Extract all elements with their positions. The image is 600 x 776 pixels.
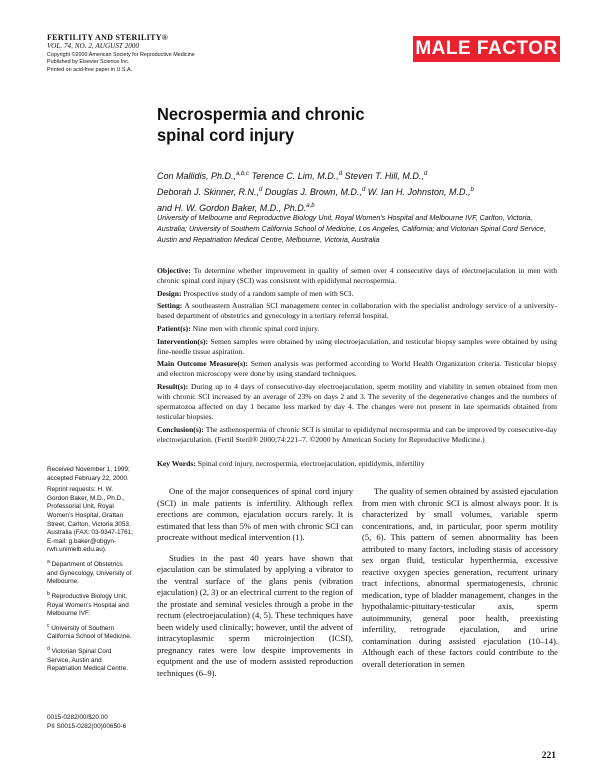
article-title: Necrospermia and chronic spinal cord injury (157, 104, 365, 145)
abstract-text: Prospective study of a random sample of men with SCI. (183, 288, 354, 298)
publisher-line: Published by Elsevier Science Inc. (47, 59, 130, 66)
footnote (47, 558, 133, 587)
abstract-text: To determine whether improvement in quality of semen over 4 consecutive days of electroejaculation in men with chronic spinal cord injury (SCI) was consistent with epididymal necrospermia. (157, 266, 557, 286)
footnote-text: Department of Obstetrics and Gynecology, University of Melbourne. (47, 561, 132, 586)
abstract-text: During up to 4 days of consecutive-day electroejaculation, sperm motility and viability in semen obtained from men with chronic SCI increased by an average of 23% on days 2 and 3. The severity of the degenerative changes and the numbers of spermatozoa affected on day 1 became less marked by day 4. The changes were not present in late spermatids obtained from testicular biopsies. (157, 381, 557, 422)
footnote (47, 590, 133, 619)
author-affil-mark: a,b,c (236, 171, 250, 177)
body-paragraph: One of the major consequences of spinal cord injury (SCI) in male patients is infertility. Although reflex erections are common, ejaculation occurs rarely. It is estimated that less than 5% of men with chronic SCI can procreate without medical intervention (1). (157, 486, 353, 542)
footnote (47, 622, 133, 642)
body-column-right (362, 486, 558, 679)
author: Steven T. Hill, M.D., (344, 171, 424, 181)
author-affil-mark: d (259, 187, 263, 193)
abstract-label: Objective: (157, 266, 191, 275)
abstract-label: Main Outcome Measure(s): (157, 359, 248, 369)
abstract-setting (157, 301, 557, 321)
page-number: 221 (541, 751, 556, 761)
author-affil-mark: a,b (306, 203, 315, 209)
journal-name: FERTILITY AND STERILITY® (47, 33, 169, 42)
footnote-text: University of Southern California School of Medicine. (47, 624, 132, 641)
body-paragraph: Studies in the past 40 years have shown that ejaculation can be stimulated by applying a vibrator to the ventral surface of the glans penis (vibration ejaculation) (2, 3) or an electrical current to the region of the prostate and seminal vesicles through a probe in the rectum (electroejaculation) (4, 5). These techniques have been widely used clinically; however, until the advent of intracytoplasmic sperm microinjection (ICSI), pregnancy rates were low despite improvements in equipment and the use of modern assisted reproduction techniques (6–9). (157, 552, 353, 678)
abstract-results (157, 382, 557, 422)
abstract-label: Setting: (157, 301, 183, 311)
abstract-text: Semen analysis was performed according to World Health Organization criteria. Testicular biopsy and electron microscopy were done by using standard techniques. (157, 359, 557, 379)
abstract-label: Design: (157, 288, 182, 298)
journal-meta (47, 52, 195, 74)
abstract-label: Intervention(s): (157, 336, 209, 346)
abstract-label: Patient(s): (157, 323, 191, 333)
footnote-mark: c (47, 622, 50, 629)
received-dates: Received November 1, 1999; accepted February 22, 2000. (47, 466, 130, 482)
footnote-text: Victorian Spinal Cord Service, Austin and Repatriation Medical Centre. (47, 648, 128, 673)
pii: PII S0015-0282(00)00650-6 (47, 722, 127, 730)
affiliations: University of Melbourne and Reproductive Biology Unit, Royal Women’s Hospital and Melbourne IVF, Carlton, Victoria, Australia; University of Southern California School of Medicine, Los Angeles, California; and Victorian Spinal Cord Service, Austin and Repatriation Medical Centre, Melbourne, Victoria, Australia (157, 213, 546, 244)
author: and H. W. Gordon Baker, M.D., Ph.D. (157, 203, 307, 213)
journal-volume: VOL. 74, NO. 2, AUGUST 2000 (47, 42, 139, 50)
paper-line: Printed on acid-free paper in U.S.A. (47, 66, 133, 73)
abstract-patients (157, 324, 557, 334)
abstract-text: The asthenospermia of chronic SCI is similar to epididymal necrospermia and can be improved by consecutive-day electroejaculation. (Fertil Steril® 2000;74:221–7. ©2000 by American Society for Reproductive Medicine.) (157, 424, 558, 444)
sidebar-notes (47, 466, 133, 677)
author-affil-mark: d (361, 187, 366, 193)
abstract-interventions (157, 337, 557, 357)
author: W. Ian H. Johnston, M.D., (367, 187, 471, 197)
abstract-text: Nine men with chronic spinal cord injury. (192, 323, 320, 333)
reprint-requests: Reprint requests: H. W. Gordon Baker, M.D., Ph.D., Professorial Unit, Royal Women’s Hospital, Grattan Street, Carlton, Victoria 3053, Australia (FAX: 03-9347-1761; E-mail: g.baker@obgyn-rwh.unimelb.edu.au). (47, 486, 133, 554)
author-affil-mark: b (470, 187, 474, 193)
footnote-mark: b (47, 590, 50, 597)
keywords (157, 459, 557, 468)
copyright-line: Copyright ©2000 American Society for Reproductive Medicine (47, 52, 195, 58)
abstract-design (157, 289, 557, 299)
author-affil-mark: d (423, 171, 428, 177)
author: Deborah J. Skinner, R.N., (157, 187, 260, 197)
author-list (157, 167, 557, 215)
keywords-text: Spinal cord injury, necrospermia, electroejaculation, epididymis, infertility (197, 459, 425, 468)
footnote (47, 645, 133, 674)
author: Terence C. Lim, M.D., (251, 171, 339, 181)
abstract-text: Semen samples were obtained by using electroejaculation, and testicular biopsy samples were obtained by using fine-needle tissue aspiration. (157, 336, 557, 356)
issn: 0015-0282/00/$20.00 (47, 714, 108, 721)
body-column-left (157, 486, 353, 688)
abstract-conclusions (157, 425, 557, 445)
abstract-text: A southeastern Australian SCI management center in collaboration with the specialist andrology service of a university-based department of obstetrics and gynecology in a tertiary referral hospital. (157, 301, 558, 321)
abstract (157, 266, 557, 448)
author: Con Mallidis, Ph.D., (157, 171, 237, 181)
footnote-mark: a (47, 558, 50, 565)
body-paragraph: The quality of semen obtained by assisted ejaculation from men with chronic SCI is almost always poor. It is characterized by small volumes, variable sperm concentrations, and, in particular, poor sperm motility (5, 6). This pattern of semen abnormality has been attributed to many factors, including stasis of accessory sex organ fluid, testicular hyperthermia, excessive reactive oxygen species generation, recurrent urinary tract infections, abnormal spermatogenesis, chronic medication, type of bladder management, changes in the hypothalamic-pituitary-testicular axis, sperm autoimmunity, general poor health, preexisting infertility, retrograde ejaculation, and urine contamination during assisted ejaculation (10–14). Although each of these factors could contribute to the overall deterioration in semen (362, 486, 558, 669)
keywords-label: Key Words: (157, 459, 196, 468)
abstract-outcome (157, 359, 557, 379)
section-badge: MALE FACTOR (413, 36, 560, 62)
author: Douglas J. Brown, M.D., (264, 187, 362, 197)
abstract-label: Conclusion(s): (157, 424, 204, 434)
issn-block (47, 714, 126, 731)
footnote-mark: d (47, 646, 50, 653)
footnote-text: Reproductive Biology Unit, Royal Women’s Hospital and Melbourne IVF. (47, 592, 129, 618)
abstract-objective (157, 266, 557, 286)
abstract-label: Result(s): (157, 381, 189, 391)
author-affil-mark: d (338, 171, 343, 177)
